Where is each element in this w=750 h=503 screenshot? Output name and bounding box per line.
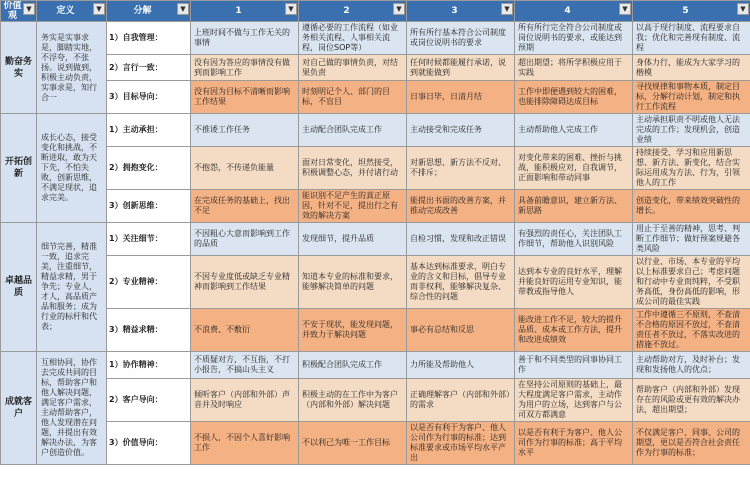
level-3-cell[interactable]: 日事日毕，日清月结 bbox=[407, 81, 515, 114]
table-row bbox=[1, 352, 750, 379]
col-header-level-3[interactable]: 3 ▼ bbox=[407, 1, 515, 22]
level-2-cell[interactable]: 发现细节，提升品质 bbox=[299, 223, 407, 256]
level-3-cell[interactable]: 正确理解客户（内部和外部）的需求 bbox=[407, 379, 515, 422]
level-3-cell[interactable]: 以是否有利于为客户、他人公司作为行事的标准；达到标准要求或市场平均水平产出 bbox=[407, 422, 515, 465]
level-3-cell[interactable]: 力所能及帮助他人 bbox=[407, 352, 515, 379]
col-header-level-2[interactable]: 2 ▼ bbox=[299, 1, 407, 22]
level-5-cell[interactable]: 创造变化，带来绩效突破性的增长。 bbox=[633, 190, 750, 223]
definition-cell[interactable]: 成长心态，接受变化和挑战，不断进取，敢为天下先，不怕失败，创新思维，不满足现状，追求完美。 bbox=[37, 114, 107, 223]
filter-dropdown-icon[interactable]: ▼ bbox=[23, 3, 35, 15]
level-4-cell[interactable]: 具备前瞻意识，建立新方法、新思路 bbox=[515, 190, 633, 223]
breakdown-label-cell[interactable]: 2）专业精神： bbox=[107, 256, 191, 309]
table-row bbox=[1, 223, 750, 256]
level-2-cell[interactable]: 知道本专业的标准和要求，能够解决简单的问题 bbox=[299, 256, 407, 309]
level-5-cell[interactable]: 主动帮助对方，及时补台；发现和发扬他人的优点； bbox=[633, 352, 750, 379]
breakdown-label-cell[interactable]: 1）主动承担： bbox=[107, 114, 191, 147]
breakdown-label-cell[interactable]: 1）关注细节： bbox=[107, 223, 191, 256]
level-4-cell[interactable]: 主动帮助他人完成工作 bbox=[515, 114, 633, 147]
breakdown-label-cell[interactable]: 2）言行一致： bbox=[107, 55, 191, 81]
level-3-cell[interactable]: 对新思想、新方法不反对、不排斥； bbox=[407, 147, 515, 190]
table-row bbox=[1, 81, 750, 114]
definition-cell[interactable]: 互相协同，协作去完成共同的目标，帮助客户和他人解决问题，满足客户需求，主动帮助客户，他人发现潜在问题，并提出有效解决办法，为客户创造价值。 bbox=[37, 352, 107, 465]
level-1-cell[interactable]: 没有因为答应的事情没有做到而影响工作 bbox=[191, 55, 299, 81]
level-4-cell[interactable]: 超出期望；将所学积极应用于实践 bbox=[515, 55, 633, 81]
breakdown-label-cell[interactable]: 2）拥抱变化： bbox=[107, 147, 191, 190]
filter-dropdown-icon[interactable]: ▼ bbox=[619, 3, 631, 15]
level-1-cell[interactable]: 不损人，不因个人喜好影响工作 bbox=[191, 422, 299, 465]
table-row bbox=[1, 379, 750, 422]
level-1-cell[interactable]: 不因专业度低或缺乏专业精神而影响到工作结果 bbox=[191, 256, 299, 309]
level-4-cell[interactable]: 达到本专业的良好水平，理解并能良好的运用专业知识，能带教或指导他人 bbox=[515, 256, 633, 309]
level-4-cell[interactable]: 有强烈的责任心，关注团队工作细节，帮助他人识别风险 bbox=[515, 223, 633, 256]
breakdown-label-cell[interactable]: 1）协作精神： bbox=[107, 352, 191, 379]
level-1-cell[interactable]: 不浪费、不敷衍 bbox=[191, 309, 299, 352]
table-row bbox=[1, 114, 750, 147]
level-2-cell[interactable]: 遵循必要的工作流程（如业务相关流程、人事相关流程，岗位SOP等） bbox=[299, 22, 407, 55]
level-2-cell[interactable]: 主动配合团队完成工作 bbox=[299, 114, 407, 147]
level-4-cell[interactable]: 能改进工作不足，较大的提升品质、成本或工作方法，提升和改进成绩效 bbox=[515, 309, 633, 352]
breakdown-label-cell[interactable]: 3）目标导向： bbox=[107, 81, 191, 114]
filter-dropdown-icon[interactable]: ▼ bbox=[285, 3, 297, 15]
level-5-cell[interactable]: 身体力行，能成为大家学习的楷模 bbox=[633, 55, 750, 81]
table-row bbox=[1, 422, 750, 465]
filter-dropdown-icon[interactable]: ▼ bbox=[501, 3, 513, 15]
value-name-cell[interactable]: 开拓创新 bbox=[1, 114, 37, 223]
col-header-value[interactable]: 价值观 ▼ bbox=[1, 1, 37, 22]
value-name-cell[interactable]: 勤奋务实 bbox=[1, 22, 37, 114]
level-1-cell[interactable]: 在完成任务的基础上，找出不足 bbox=[191, 190, 299, 223]
level-3-cell[interactable]: 任何时候都能履行承诺，说到就能做到 bbox=[407, 55, 515, 81]
level-2-cell[interactable]: 对自己做的事情负责，对结果负责 bbox=[299, 55, 407, 81]
breakdown-label-cell[interactable]: 3）价值导向： bbox=[107, 422, 191, 465]
filter-dropdown-icon[interactable]: ▼ bbox=[177, 3, 189, 15]
level-5-cell[interactable]: 用止于至善的精神，思考、判断工作细节；做好预案规避各类风险 bbox=[633, 223, 750, 256]
table-body bbox=[1, 22, 750, 465]
col-header-breakdown[interactable]: 分解 ▼ bbox=[107, 1, 191, 22]
level-4-cell[interactable]: 对变化带来的困难、挫折与挑战，能积极应对，自我调节，正面影响和带动同事 bbox=[515, 147, 633, 190]
level-2-cell[interactable]: 积极主动的在工作中为客户（内部和外部）解决问题 bbox=[299, 379, 407, 422]
level-5-cell[interactable]: 寻找规律和事物本质，制定目标，分解行动计划，制定和执行工作流程 bbox=[633, 81, 750, 114]
level-2-cell[interactable]: 面对日常变化，坦然接受，积极调整心态，并付诸行动 bbox=[299, 147, 407, 190]
level-5-cell[interactable]: 工作中遵循三不原则，不查清不合格的原因不放过，不查清责任者不放过，不落实改进的措施不放过。 bbox=[633, 309, 750, 352]
level-5-cell[interactable]: 以高于现行制度、流程要求自我；优化和完善现有制度、流程 bbox=[633, 22, 750, 55]
breakdown-label-cell[interactable]: 3）创新思维： bbox=[107, 190, 191, 223]
level-2-cell[interactable]: 不安于现状，能发现问题，并致力于解决问题 bbox=[299, 309, 407, 352]
header-row bbox=[1, 1, 750, 22]
definition-cell[interactable]: 务实是实事求是，脚踏实地，不浮夸，不张扬。说到做到，积极主动负责，实事求是，知行合一 bbox=[37, 22, 107, 114]
level-1-cell[interactable]: 不因粗心大意而影响到工作的品质 bbox=[191, 223, 299, 256]
level-4-cell[interactable]: 善于和不同类型的同事协同工作 bbox=[515, 352, 633, 379]
level-2-cell[interactable]: 积极配合团队完成工作 bbox=[299, 352, 407, 379]
filter-dropdown-icon[interactable]: ▼ bbox=[93, 3, 105, 15]
level-5-cell[interactable]: 主动承担职责不明或他人无法完成的工作；发现机会，创造业绩 bbox=[633, 114, 750, 147]
level-4-cell[interactable]: 以是否有利于为客户、他人公司作为行事的标准；高于平均水平 bbox=[515, 422, 633, 465]
level-1-cell[interactable]: 没有因为目标不清晰而影响工作结果 bbox=[191, 81, 299, 114]
level-1-cell[interactable]: 上班时间不做与工作无关的事情 bbox=[191, 22, 299, 55]
level-5-cell[interactable]: 不仅满足客户、同事、公司的期望，更以是否符合社会责任作为行事的标准； bbox=[633, 422, 750, 465]
definition-cell[interactable]: 细节完善，精准一致，追求完美，注重细节，精益求精，男于争先；专业人，才人，高品质产品和服务；成为行业的标杆和代表； bbox=[37, 223, 107, 352]
level-5-cell[interactable]: 以行业、市场、本专业的平均以上标准要求自己；考虑问题和行动中专业而纯粹，不受职务高低，身份高低的影响，形成公司的最佳实践 bbox=[633, 256, 750, 309]
level-1-cell[interactable]: 不推诿工作任务 bbox=[191, 114, 299, 147]
value-name-cell[interactable]: 卓越品质 bbox=[1, 223, 37, 352]
col-header-level-1[interactable]: 1 ▼ bbox=[191, 1, 299, 22]
breakdown-label-cell[interactable]: 1）自我管理： bbox=[107, 22, 191, 55]
table-row bbox=[1, 190, 750, 223]
table-row bbox=[1, 55, 750, 81]
filter-dropdown-icon[interactable]: ▼ bbox=[393, 3, 405, 15]
table-row bbox=[1, 256, 750, 309]
level-2-cell[interactable]: 不以利己为唯一工作目标 bbox=[299, 422, 407, 465]
level-3-cell[interactable]: 所有所行基本符合公司制度或岗位说明书的要求 bbox=[407, 22, 515, 55]
level-1-cell[interactable]: 不质疑对方，不互指，不打小报告，不搞山头主义 bbox=[191, 352, 299, 379]
level-4-cell[interactable]: 所有所行完全符合公司制度或岗位说明书的要求，或能达到预期 bbox=[515, 22, 633, 55]
level-4-cell[interactable]: 工作中即便遇到较大的困难，也能排除障碍达成目标 bbox=[515, 81, 633, 114]
level-5-cell[interactable]: 持续接受、学习和应用新思想、新方法、新变化，结合实际运用成为方法、行为，引领他人的工作 bbox=[633, 147, 750, 190]
breakdown-label-cell[interactable]: 3）精益求精： bbox=[107, 309, 191, 352]
value-name-cell[interactable]: 成就客户 bbox=[1, 352, 37, 465]
filter-dropdown-icon[interactable]: ▼ bbox=[737, 3, 749, 15]
breakdown-label-cell[interactable]: 2）客户导向： bbox=[107, 379, 191, 422]
level-3-cell[interactable]: 基本达到标准要求，明白专业的含义和目标，倡导专业而非权利，能够解决复杂、综合性的问题 bbox=[407, 256, 515, 309]
table-row bbox=[1, 22, 750, 55]
level-4-cell[interactable]: 在坚持公司原则的基础上，最大程度满足客户需求，主动作为用户的立场，达到客户与公司双方都满意 bbox=[515, 379, 633, 422]
col-header-level-5[interactable]: 5 ▼ bbox=[633, 1, 750, 22]
level-1-cell[interactable]: 不抱怨，不传递负能量 bbox=[191, 147, 299, 190]
col-header-level-4[interactable]: 4 ▼ bbox=[515, 1, 633, 22]
col-header-definition[interactable]: 定义 ▼ bbox=[37, 1, 107, 22]
level-3-cell[interactable]: 自检习惯，发现和改正错误 bbox=[407, 223, 515, 256]
level-2-cell[interactable]: 能识别不足产生的真正原因，针对不足，提出行之有效的解决方案 bbox=[299, 190, 407, 223]
level-1-cell[interactable]: 倾听客户（内部和外部）声音并及时响应 bbox=[191, 379, 299, 422]
level-3-cell[interactable]: 事必有总结和反思 bbox=[407, 309, 515, 352]
level-3-cell[interactable]: 能提出书面的改善方案，并推动完成改善 bbox=[407, 190, 515, 223]
level-2-cell[interactable]: 时刻明记个人、部门的目标，不盲目 bbox=[299, 81, 407, 114]
level-3-cell[interactable]: 主动接受和完成任务 bbox=[407, 114, 515, 147]
table-row bbox=[1, 309, 750, 352]
level-5-cell[interactable]: 帮助客户（内部和外部）发现存在的风险或更有效的解决办法，超出期望； bbox=[633, 379, 750, 422]
table-row bbox=[1, 147, 750, 190]
